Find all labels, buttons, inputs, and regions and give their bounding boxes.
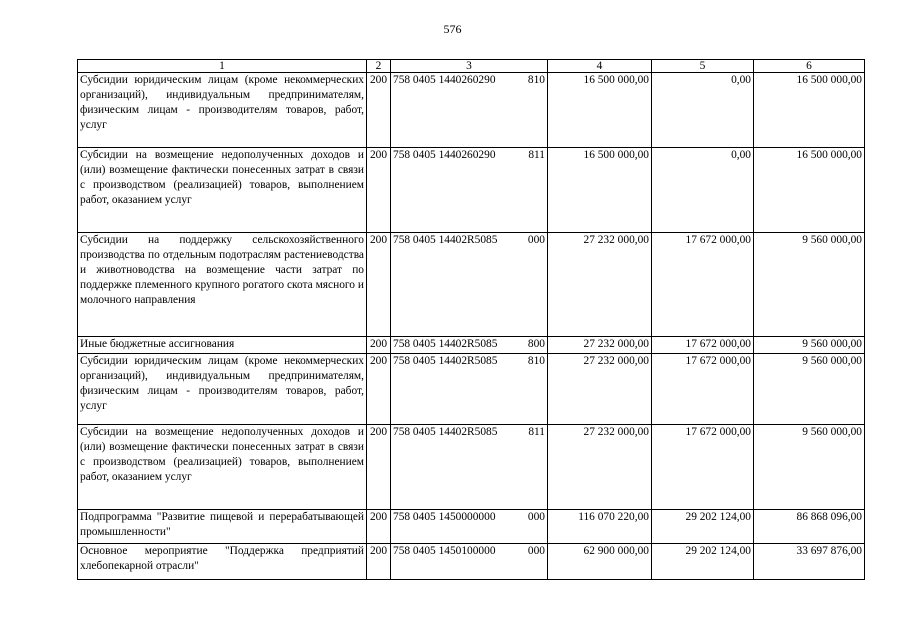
- row-code: 200: [367, 148, 391, 233]
- row-code: 200: [367, 354, 391, 425]
- row-col6: 16 500 000,00: [754, 73, 865, 148]
- row-col6: 9 560 000,00: [754, 354, 865, 425]
- row-name: Субсидии юридическим лицам (кроме некоммерческих организаций), индивидуальным предпринимателям, физическим лицам - производителям товаров, работ, услуг: [78, 73, 367, 148]
- header-col-4: 4: [548, 60, 652, 73]
- table-row: [78, 425, 865, 510]
- row-col4: 27 232 000,00: [548, 233, 652, 337]
- table-row: [78, 354, 865, 425]
- row-col6: 33 697 876,00: [754, 544, 865, 580]
- header-col-1: 1: [78, 60, 367, 73]
- row-kbk: [391, 354, 548, 425]
- row-name: Иные бюджетные ассигнования: [78, 337, 367, 354]
- table-row: [78, 73, 865, 148]
- row-col6: 9 560 000,00: [754, 425, 865, 510]
- header-col-6: 6: [754, 60, 865, 73]
- row-code: 200: [367, 233, 391, 337]
- row-kbk: [391, 337, 548, 354]
- kbk-code: 758 0405 14402R5085: [393, 355, 498, 367]
- table-row: [78, 337, 865, 354]
- row-col4: 27 232 000,00: [548, 337, 652, 354]
- kbk-vr: 810: [527, 355, 545, 367]
- kbk-vr: 811: [528, 426, 545, 438]
- table-row: [78, 544, 865, 580]
- row-col5: 0,00: [652, 73, 754, 148]
- header-col-5: 5: [652, 60, 754, 73]
- kbk-code: 758 0405 14402R5085: [393, 338, 498, 350]
- row-name: Субсидии юридическим лицам (кроме некоммерческих организаций), индивидуальным предпринимателям, физическим лицам - производителям товаров, работ, услуг: [78, 354, 367, 425]
- row-col6: 16 500 000,00: [754, 148, 865, 233]
- row-code: 200: [367, 510, 391, 544]
- kbk-code: 758 0405 1440260290: [393, 74, 496, 86]
- table-row: [78, 148, 865, 233]
- row-kbk: [391, 544, 548, 580]
- table-row: [78, 510, 865, 544]
- row-col6: 9 560 000,00: [754, 233, 865, 337]
- kbk-vr: 800: [527, 338, 545, 350]
- row-name: Субсидии на возмещение недополученных доходов и (или) возмещение фактически понесенных затрат в связи с производством (реализацией) товаров, выполнением работ, оказанием услуг: [78, 148, 367, 233]
- row-col5: 17 672 000,00: [652, 233, 754, 337]
- row-kbk: [391, 233, 548, 337]
- row-code: 200: [367, 337, 391, 354]
- kbk-vr: 000: [527, 234, 545, 246]
- row-kbk: [391, 510, 548, 544]
- row-col6: 86 868 096,00: [754, 510, 865, 544]
- kbk-vr: 000: [527, 511, 545, 523]
- row-col4: 62 900 000,00: [548, 544, 652, 580]
- kbk-code: 758 0405 1440260290: [393, 149, 496, 161]
- row-col5: 0,00: [652, 148, 754, 233]
- kbk-vr: 810: [527, 74, 545, 86]
- row-code: 200: [367, 544, 391, 580]
- row-col5: 17 672 000,00: [652, 337, 754, 354]
- row-name: Субсидии на возмещение недополученных доходов и (или) возмещение фактически понесенных затрат в связи с производством (реализацией) товаров, выполнением работ, оказанием услуг: [78, 425, 367, 510]
- row-col6: 9 560 000,00: [754, 337, 865, 354]
- header-row: [78, 60, 865, 73]
- row-name: Субсидии на поддержку сельскохозяйственного производства по отдельным подотраслям растениеводства и животноводства на возмещение части затрат по поддержке племенного крупного рогатого скота мясного и молочного направления: [78, 233, 367, 337]
- row-name: Подпрограмма "Развитие пищевой и перерабатывающей промышленности": [78, 510, 367, 544]
- kbk-vr: 000: [527, 545, 545, 557]
- row-col4: 27 232 000,00: [548, 354, 652, 425]
- row-col5: 17 672 000,00: [652, 354, 754, 425]
- kbk-code: 758 0405 14402R5085: [393, 426, 498, 438]
- row-kbk: [391, 425, 548, 510]
- row-col4: 16 500 000,00: [548, 73, 652, 148]
- header-col-3: 3: [391, 60, 548, 73]
- budget-table: [77, 59, 865, 580]
- row-kbk: [391, 148, 548, 233]
- row-col4: 27 232 000,00: [548, 425, 652, 510]
- kbk-code: 758 0405 1450000000: [393, 511, 496, 523]
- table-row: [78, 233, 865, 337]
- row-col4: 116 070 220,00: [548, 510, 652, 544]
- kbk-code: 758 0405 14402R5085: [393, 234, 498, 246]
- row-name: Основное мероприятие "Поддержка предприятий хлебопекарной отрасли": [78, 544, 367, 580]
- header-col-2: 2: [367, 60, 391, 73]
- row-col5: 29 202 124,00: [652, 544, 754, 580]
- row-code: 200: [367, 73, 391, 148]
- row-kbk: [391, 73, 548, 148]
- kbk-code: 758 0405 1450100000: [393, 545, 496, 557]
- page-number: 576: [443, 22, 462, 36]
- kbk-vr: 811: [528, 149, 545, 161]
- row-code: 200: [367, 425, 391, 510]
- row-col5: 29 202 124,00: [652, 510, 754, 544]
- row-col4: 16 500 000,00: [548, 148, 652, 233]
- row-col5: 17 672 000,00: [652, 425, 754, 510]
